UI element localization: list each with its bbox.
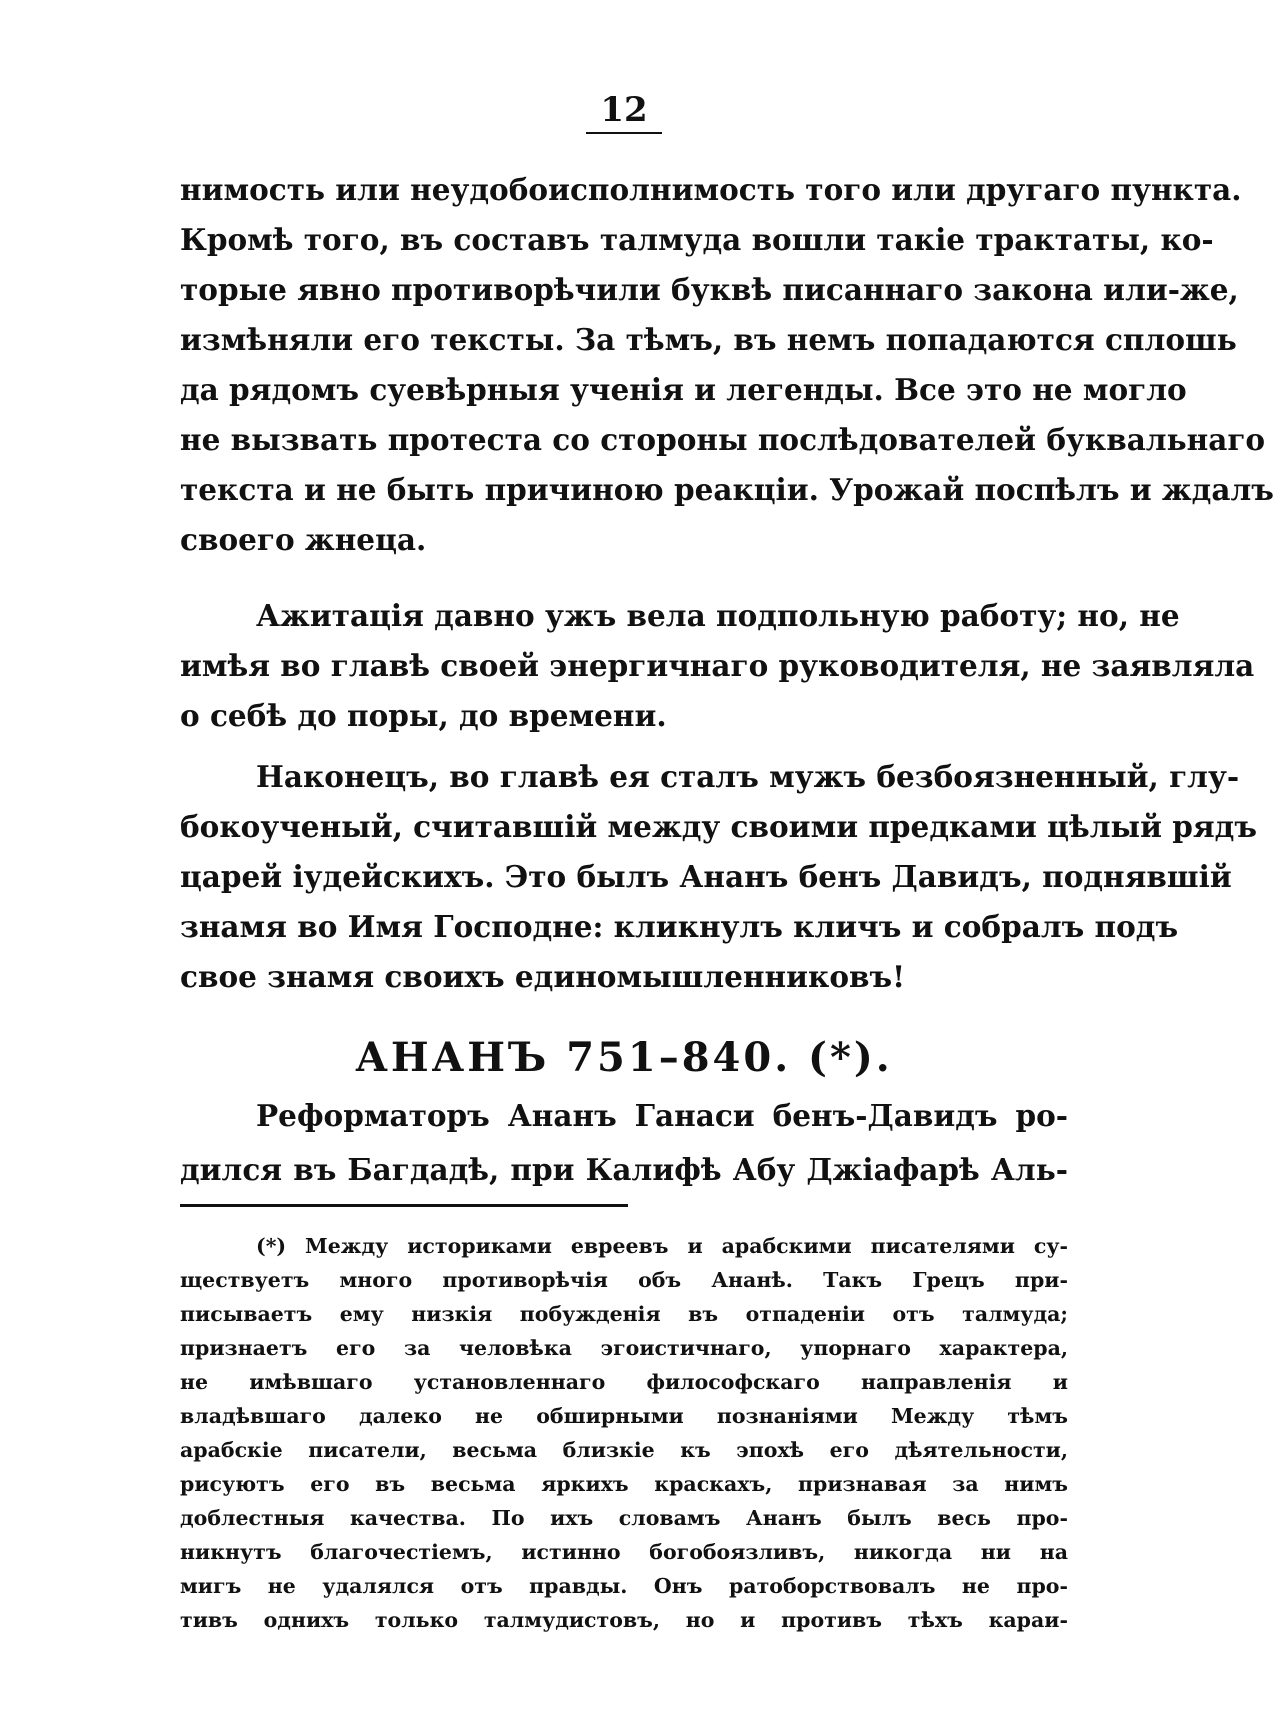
paragraph-line: не вызвать протеста со стороны послѣдователей буквальнаго xyxy=(180,422,1266,457)
footnote-line: рисуютъ его въ весьма яркихъ краскахъ, признавая за нимъ xyxy=(180,1472,1068,1496)
paragraph-line: Реформаторъ Ананъ Ганаси бенъ-Давидъ ро- xyxy=(256,1098,1068,1133)
footnote-line: ществуетъ много противорѣчія объ Ананѣ. Такъ Грецъ при- xyxy=(180,1268,1068,1292)
footnote-rule xyxy=(180,1204,628,1207)
paragraph-line: Кромѣ того, въ составъ талмуда вошли такіе трактаты, ко- xyxy=(180,222,1214,257)
paragraph-line: торые явно противорѣчили буквѣ писаннаго закона или-же, xyxy=(180,272,1239,307)
footnote-line: (*) Между историками евреевъ и арабскими писателями су- xyxy=(256,1234,1068,1258)
paragraph-line: знамя во Имя Господне: кликнулъ кличъ и собралъ подъ xyxy=(180,909,1179,944)
paragraph-line: Наконецъ, во главѣ ея сталъ мужъ безбоязненный, глу- xyxy=(256,759,1240,794)
footnote-line: тивъ однихъ только талмудистовъ, но и противъ тѣхъ караи- xyxy=(180,1608,1068,1632)
paragraph-line: о себѣ до поры, до времени. xyxy=(180,698,667,733)
paragraph-line: измѣняли его тексты. За тѣмъ, въ немъ попадаются сплошь xyxy=(180,322,1237,357)
paragraph-line: Ажитація давно ужъ вела подпольную работу; но, не xyxy=(256,598,1180,633)
footnote-line: мигъ не удалялся отъ правды. Онъ ратоборствовалъ не про- xyxy=(180,1574,1068,1598)
footnote-line: писываетъ ему низкія побужденія въ отпаденіи отъ талмуда; xyxy=(180,1302,1068,1326)
footnote-line: признаетъ его за человѣка эгоистичнаго, упорнаго характера, xyxy=(180,1336,1068,1360)
footnote-line: не имѣвшаго установленнаго философскаго направленія и xyxy=(180,1370,1068,1394)
paragraph-line: бокоученый, считавшій между своими предками цѣлый рядъ xyxy=(180,809,1257,844)
footnote-line: доблестныя качества. По ихъ словамъ Ананъ былъ весь про- xyxy=(180,1506,1068,1530)
footnote-line: арабскіе писатели, весьма близкіе къ эпохѣ его дѣятельности, xyxy=(180,1438,1068,1462)
paragraph-line: имѣя во главѣ своей энергичнаго руководителя, не заявляла xyxy=(180,648,1255,683)
paragraph-line: дился въ Багдадѣ, при Калифѣ Абу Джіафарѣ Аль- xyxy=(180,1152,1068,1187)
paragraph-line: нимость или неудобоисполнимость того или другаго пункта. xyxy=(180,172,1242,207)
section-heading: АНАНЪ 751–840. (*). xyxy=(355,1034,893,1081)
page-number: 12 xyxy=(586,88,662,134)
paragraph-line: своего жнеца. xyxy=(180,522,427,557)
paragraph-line: да рядомъ суевѣрныя ученія и легенды. Все это не могло xyxy=(180,372,1187,407)
paragraph-line: свое знамя своихъ единомышленниковъ! xyxy=(180,959,906,994)
paragraph-line: текста и не быть причиною реакціи. Урожай поспѣлъ и ждалъ xyxy=(180,472,1274,507)
footnote-line: никнутъ благочестіемъ, истинно богобоязливъ, никогда ни на xyxy=(180,1540,1068,1564)
footnote-line: владѣвшаго далеко не обширными познаніями Между тѣмъ xyxy=(180,1404,1068,1428)
paragraph-line: царей іудейскихъ. Это былъ Ананъ бенъ Давидъ, поднявшій xyxy=(180,859,1232,894)
